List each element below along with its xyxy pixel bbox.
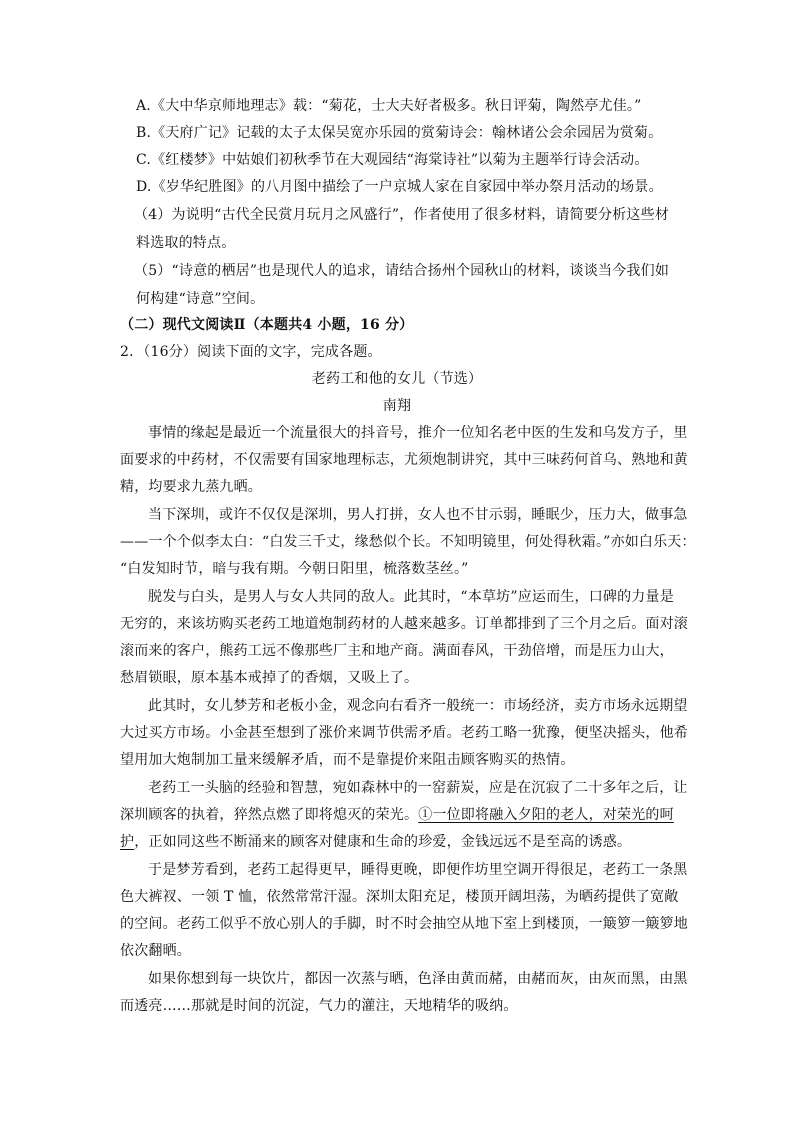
option-a: A.《大中华京师地理志》载：“菊花，士大夫好者极多。秋日评菊，陶然亭尤佳。” bbox=[136, 98, 642, 114]
question-5-line-1: （5）“诗意的栖居”也是现代人的追求，请结合扬州个园秋山的材料，谈谈当今我们如 bbox=[134, 263, 670, 279]
question-4-line-1: （4）为说明“古代全民赏月玩月之风盛行”，作者使用了很多材料，请简要分析这些材 bbox=[134, 207, 670, 223]
paragraph-4-line-1: 此其时，女儿梦芳和老板小金，观念向右看齐一般统一：市场经济，卖方市场永远期望 bbox=[148, 698, 688, 714]
paragraph-3-line-2: 无穷的，来该坊购买老药工地道炮制药材的人越来越多。订单都排到了三个月之后。面对滚 bbox=[120, 616, 688, 632]
question-intro: 2．（16分）阅读下面的文字，完成各题。 bbox=[120, 344, 382, 360]
paragraph-6-line-2: 色大裤衩、一领 T 恤，依然常常汗湿。深圳太阳充足，楼顶开阔坦荡，为晒药提供了宽敞 bbox=[120, 889, 679, 905]
paragraph-2-line-3: “白发知时节，暗与我有期。今朝日阳里，梳落数茎丝。” bbox=[120, 561, 469, 577]
paragraph-4-line-2: 大过买方市场。小金甚至想到了涨价来调节供需矛盾。老药工略一犹豫，便坚决摇头，他希 bbox=[120, 725, 688, 741]
paragraph-6-line-3: 的空间。老药工似乎不放心别人的手脚，时不时会抽空从地下室上到楼顶，一簸箩一簸箩地 bbox=[120, 916, 688, 932]
option-d: D.《岁华纪胜图》的八月图中描绘了一户京城人家在自家园中举办祭月活动的场景。 bbox=[136, 179, 663, 195]
paragraph-3-line-3: 滚而来的客户，熊药工远不像那些厂主和地产商。满面春风，干劲倍增，而是压力山大， bbox=[120, 643, 674, 659]
paragraph-4-line-3: 望用加大炮制加工量来缓解矛盾，而不是靠提价来阻击顾客购买的热情。 bbox=[120, 752, 575, 768]
paragraph-6-line-1: 于是梦芳看到，老药工起得更早，睡得更晚，即便作坊里空调开得很足，老药工一条黑 bbox=[148, 862, 688, 878]
paragraph-3-line-4: 愁眉锁眼，原本基本戒掉了的香烟，又吸上了。 bbox=[120, 670, 419, 686]
paragraph-5-line-3-text: ，正如同这些不断涌来的顾客对健康和生命的珍爱，金钱远远不是至高的诱惑。 bbox=[134, 834, 632, 850]
paragraph-6-line-4: 依次翻晒。 bbox=[120, 943, 191, 959]
article-title: 老药工和他的女儿（节选） bbox=[311, 371, 483, 387]
paragraph-1-line-3: 精，均要求九蒸九晒。 bbox=[120, 479, 262, 495]
paragraph-1-line-2: 面要求的中药材，不仅需要有国家地理标志，尤须炮制讲究，其中三味药何首乌、熟地和黄 bbox=[120, 452, 688, 468]
paragraph-7-line-2: 而透亮……那就是时间的沉淀，气力的灌注，天地精华的吸纳。 bbox=[120, 998, 518, 1014]
paragraph-5-line-3 bbox=[120, 832, 631, 852]
paragraph-1-line-1: 事情的缘起是最近一个流量很大的抖音号，推介一位知名老中医的生发和乌发方子，里 bbox=[148, 425, 688, 441]
paragraph-2-line-1: 当下深圳，或许不仅仅是深圳，男人打拼，女人也不甘示弱，睡眠少，压力大，做事急 bbox=[148, 507, 688, 523]
paragraph-5-line-2 bbox=[120, 805, 674, 825]
marked-sentence-1-end: 护 bbox=[120, 834, 135, 850]
paragraph-2-line-2: ——一个个似李太白：“白发三千丈，缘愁似个长。不知明镜里，何处得秋霜。”亦如白乐天： bbox=[120, 534, 696, 550]
paragraph-5-line-1: 老药工一头脑的经验和智慧，宛如森林中的一窑薪炭，应是在沉寂了二十多年之后，让 bbox=[148, 780, 688, 796]
paragraph-3-line-1: 脱发与白头，是男人与女人共同的敌人。此其时，“本草坊”应运而生，口碑的力量是 bbox=[148, 589, 674, 605]
option-c: C.《红楼梦》中姑娘们初秋季节在大观园结“海棠诗社”以菊为主题举行诗会活动。 bbox=[136, 152, 649, 168]
article-author: 南翔 bbox=[382, 398, 412, 414]
question-5-line-2: 何构建“诗意”空间。 bbox=[136, 291, 265, 307]
paragraph-7-line-1: 如果你想到每一块饮片，都因一次蒸与晒，色泽由黄而赭，由赭而灰，由灰而黑，由黑 bbox=[148, 971, 688, 987]
section-heading: （二）现代文阅读Ⅱ（本题共4 小题，16 分） bbox=[120, 317, 414, 333]
question-4-line-2: 料选取的特点。 bbox=[136, 235, 236, 251]
paragraph-5-line-2-text: 深圳顾客的执着，猝然点燃了即将熄灭的荣光。 bbox=[120, 807, 419, 823]
option-b: B.《天府广记》记载的太子太保吴宽亦乐园的赏菊诗会：翰林诸公会余园居为赏菊。 bbox=[136, 125, 663, 141]
marked-sentence-1-start: ①一位即将融入夕阳的老人，对荣光的呵 bbox=[418, 807, 674, 823]
